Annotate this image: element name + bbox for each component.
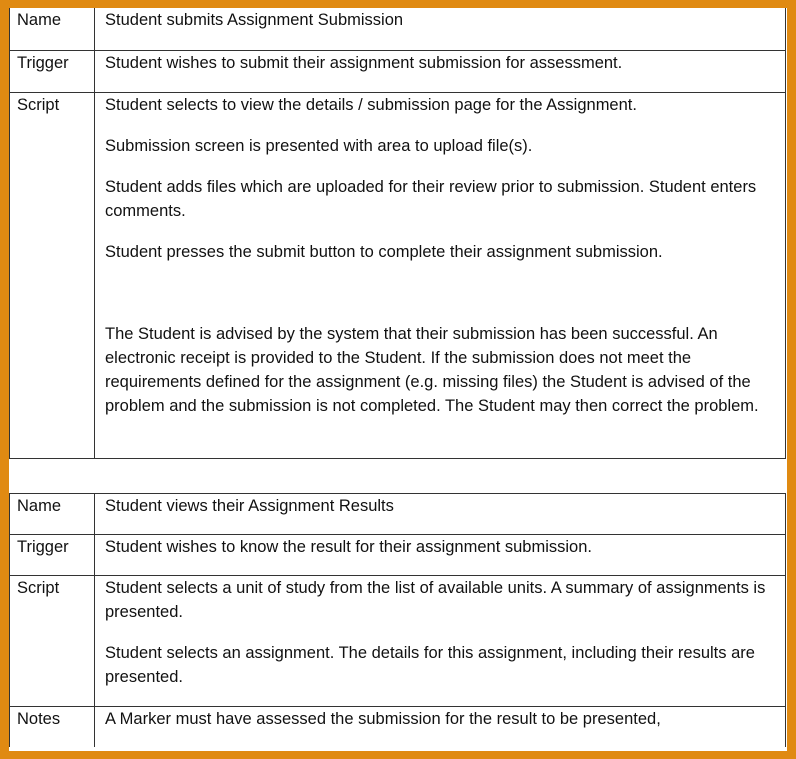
- script-step: The Student is advised by the system that their submission has been successful. An electronic receipt is provided to the Student. If the submission does not meet the requirements defined for the assignment (e.g. missing files) the Student is advised of the problem and the submission is not completed. The Student may then correct the problem.: [105, 324, 759, 415]
- row-content: [95, 50, 786, 92]
- content-text: Student wishes to know the result for their assignment submission.: [105, 538, 592, 556]
- script-step: Student selects an assignment. The details for this assignment, including their results are presented.: [105, 644, 755, 686]
- row-content: [95, 576, 786, 707]
- row-content: [95, 92, 786, 458]
- row-content: [95, 707, 786, 747]
- row-label: [10, 92, 95, 458]
- script-step: Submission screen is presented with area to upload file(s).: [105, 136, 533, 155]
- script-step: Student selects to view the details / submission page for the Assignment.: [105, 95, 637, 114]
- row-label: [10, 494, 95, 535]
- use-case-table-results: [9, 493, 786, 747]
- row-label: [10, 50, 95, 92]
- table-row-trigger: [10, 535, 786, 576]
- row-label: [10, 8, 95, 50]
- label-text: Name: [17, 497, 62, 515]
- table-row-name: [10, 494, 786, 535]
- row-label: [10, 707, 95, 747]
- label-text: Script: [17, 579, 60, 597]
- table-row-script: [10, 92, 786, 458]
- content-text: Student wishes to submit their assignment submission for assessment.: [105, 53, 623, 72]
- label-text: Script: [17, 95, 60, 114]
- content-text: A Marker must have assessed the submission for the result to be presented,: [105, 710, 661, 728]
- label-text: Trigger: [17, 53, 69, 72]
- row-content: [95, 8, 786, 50]
- content-text: Student views their Assignment Results: [105, 497, 394, 515]
- table-row-notes: [10, 707, 786, 747]
- document-page: [9, 8, 787, 751]
- label-text: Notes: [17, 710, 61, 728]
- row-content: [95, 494, 786, 535]
- table-row-script: [10, 576, 786, 707]
- row-content: [95, 535, 786, 576]
- table-row-trigger: [10, 50, 786, 92]
- label-text: Name: [17, 11, 62, 29]
- table-row-name: [10, 8, 786, 50]
- script-step: Student selects a unit of study from the list of available units. A summary of assignments is presented.: [105, 579, 766, 621]
- content-text: Student submits Assignment Submission: [105, 11, 404, 29]
- script-step: Student adds files which are uploaded for their review prior to submission. Student enters comments.: [105, 177, 757, 220]
- label-text: Trigger: [17, 538, 69, 556]
- row-label: [10, 535, 95, 576]
- script-step: Student presses the submit button to complete their assignment submission.: [105, 242, 663, 261]
- row-label: [10, 576, 95, 707]
- use-case-table-submit: [9, 8, 786, 459]
